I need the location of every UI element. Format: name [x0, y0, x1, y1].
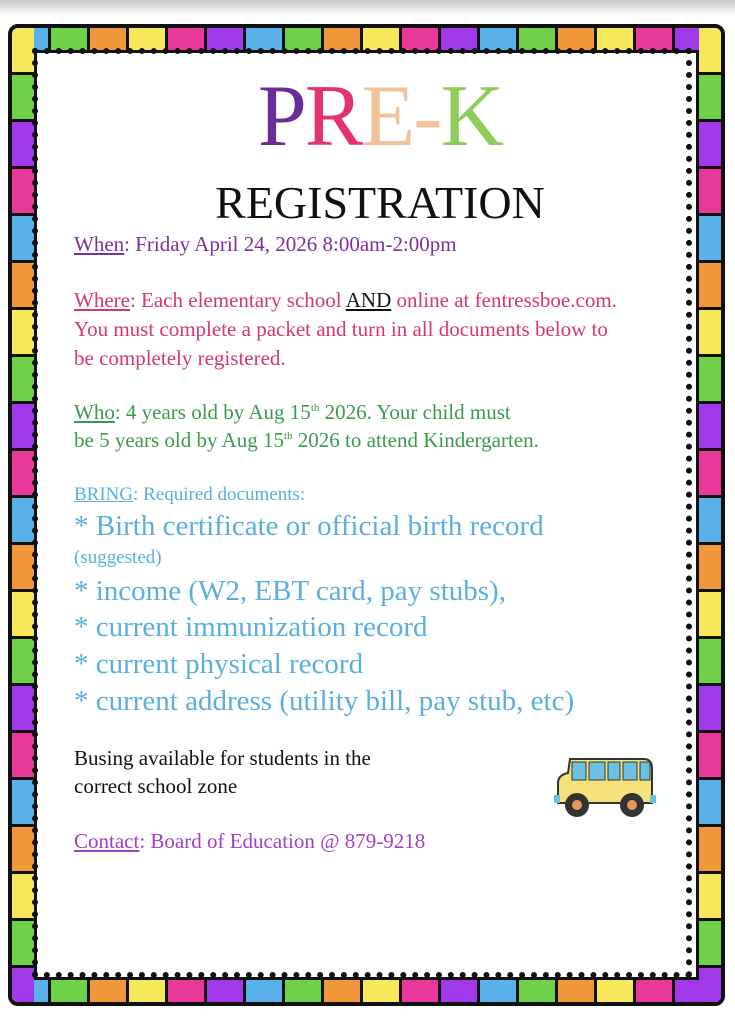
- top-shade: [0, 0, 735, 16]
- when-line: When: Friday April 24, 2026 8:00am-2:00pm: [74, 232, 457, 256]
- bring-line: BRING: Required documents:: [74, 484, 306, 505]
- busing-line: Busing available for students in the: [74, 746, 371, 770]
- who-line-2: be 5 years old by Aug 15th 2026 to attend Kindergarten.: [74, 428, 539, 452]
- busing-line-2: correct school zone: [74, 774, 238, 798]
- bring-note: (suggested): [74, 547, 162, 568]
- registration-heading: REGISTRATION: [215, 177, 545, 228]
- bring-item: * current address (utility bill, pay stub, etc): [74, 685, 575, 717]
- school-bus-icon: [552, 753, 660, 823]
- where-line-3: be completely registered.: [74, 346, 286, 370]
- bring-item: * income (W2, EBT card, pay stubs),: [74, 575, 506, 607]
- bring-item: * Birth certificate or official birth record: [74, 510, 544, 542]
- bring-item: * current immunization record: [74, 611, 428, 643]
- where-line-2: You must complete a packet and turn in all documents below to: [74, 317, 608, 341]
- contact-line: Contact: Board of Education @ 879-9218: [74, 829, 426, 853]
- bring-item: * current physical record: [74, 648, 364, 680]
- where-line: Where: Each elementary school AND online at fentressboe.com.: [74, 288, 617, 312]
- who-line: Who: 4 years old by Aug 15th 2026. Your child must: [74, 400, 511, 424]
- prek-title: PRE-K: [257, 68, 503, 165]
